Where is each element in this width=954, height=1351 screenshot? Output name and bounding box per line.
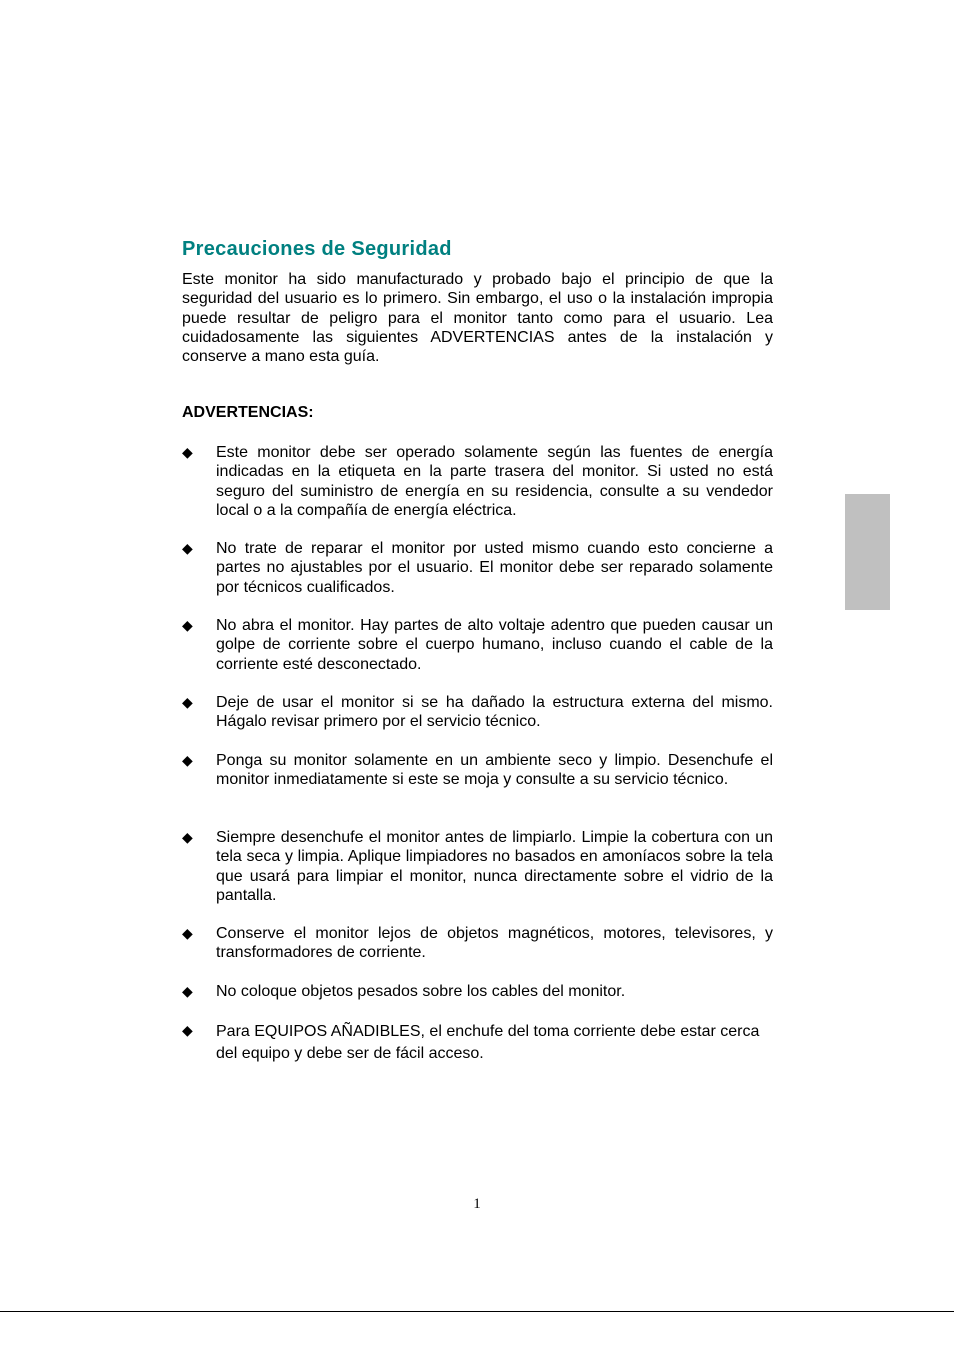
warning-text: No abra el monitor. Hay partes de alto voltaje adentro que pueden causar un golpe de corriente sobre el cuerpo humano, incluso cuando el cable de la corriente esté desconectado. <box>216 617 773 673</box>
page-number: 1 <box>473 1196 481 1212</box>
warning-item <box>182 1021 773 1064</box>
warning-item <box>182 751 773 790</box>
diamond-bullet-icon: ◆ <box>182 752 193 768</box>
warning-item <box>182 924 773 963</box>
warning-item <box>182 616 773 674</box>
diamond-bullet-icon: ◆ <box>182 829 193 845</box>
warnings-heading: ADVERTENCIAS: <box>182 404 314 421</box>
warning-item <box>182 982 773 1001</box>
warning-text: Ponga su monitor solamente en un ambiente seco y limpio. Desenchufe el monitor inmediatamente si este se moja y consulte a su servicio técnico. <box>216 752 773 789</box>
diamond-bullet-icon: ◆ <box>182 694 193 710</box>
warning-item <box>182 693 773 732</box>
warning-text: Siempre desenchufe el monitor antes de limpiarlo. Limpie la cobertura con un tela seca y limpia. Aplique limpiadores no basados en amoníacos sobre la tela que usará para limpiar el monitor, nunca directamente sobre el vidrio de la pantalla. <box>216 829 773 904</box>
warning-item <box>182 539 773 597</box>
warning-text: Este monitor debe ser operado solamente según las fuentes de energía indicadas en la etiqueta en la parte trasera del monitor. Si usted no está seguro del suministro de energía en su residencia, consulte a su vendedor local o a la compañía de energía eléctrica. <box>216 444 773 519</box>
warning-item <box>182 828 773 905</box>
language-side-tab <box>845 494 890 610</box>
warning-text: No coloque objetos pesados sobre los cables del monitor. <box>216 983 626 1000</box>
diamond-bullet-icon: ◆ <box>182 540 193 556</box>
diamond-bullet-icon: ◆ <box>182 617 193 633</box>
diamond-bullet-icon: ◆ <box>182 1022 193 1038</box>
diamond-bullet-icon: ◆ <box>182 444 193 460</box>
bottom-rule <box>0 1311 954 1312</box>
warning-text: Para EQUIPOS AÑADIBLES, el enchufe del toma corriente debe estar cerca del equipo y debe ser de fácil acceso. <box>216 1023 760 1062</box>
diamond-bullet-icon: ◆ <box>182 925 193 941</box>
warning-text: Conserve el monitor lejos de objetos magnéticos, motores, televisores, y transformadores de corriente. <box>216 925 773 962</box>
warning-text: No trate de reparar el monitor por usted mismo cuando esto concierne a partes no ajustables por el usuario. El monitor debe ser reparado solamente por técnicos cualificados. <box>216 540 773 596</box>
warning-item <box>182 443 773 520</box>
page-title: Precauciones de Seguridad <box>182 238 452 260</box>
diamond-bullet-icon: ◆ <box>182 983 193 999</box>
intro-paragraph: Este monitor ha sido manufacturado y probado bajo el principio de que la seguridad del usuario es lo primero. Sin embargo, el uso o la instalación impropia puede resultar de peligro para el monitor tanto como para el usuario. Lea cuidadosamente las siguientes ADVERTENCIAS antes de la instalación y conserve a mano esta guía. <box>182 271 773 366</box>
warning-text: Deje de usar el monitor si se ha dañado la estructura externa del mismo. Hágalo revisar primero por el servicio técnico. <box>216 694 773 731</box>
